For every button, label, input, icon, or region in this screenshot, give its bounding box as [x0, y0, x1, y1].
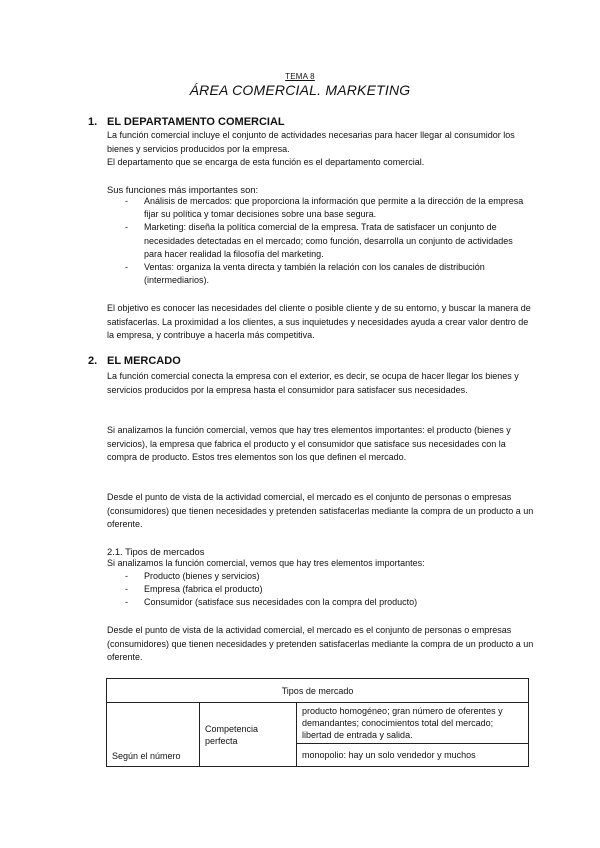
functions-list — [107, 195, 527, 287]
market-paragraph-4: Desde el punto de vista de la actividad comercial, el mercado es el conjunto de personas o empresas (consumidores) que tienen necesidades y pretenden satisfacerlas mediante la compra de un producto a un oferente. — [107, 625, 534, 662]
section-title: EL DEPARTAMENTO COMERCIAL — [107, 116, 285, 128]
functions-label: Sus funciones más importantes son: — [107, 184, 259, 195]
table-row-label: Según el número — [107, 703, 200, 767]
table-cell: producto homogéneo; gran número de oferentes y demandantes; conocimientos total del mercado; libertad de entrada y salida. — [297, 703, 529, 744]
market-paragraph-2: Si analizamos la función comercial, vemos que hay tres elementos importantes: el producto (bienes y servicios), la empresa que fabrica el producto y el consumidor que satisface sus necesidades con la compra de producto. Estos tres elementos son los que definen el mercado. — [107, 425, 511, 462]
section-number: 1. — [88, 116, 98, 128]
list-item: - Ventas: organiza la venta directa y también la relación con los canales de distribución (intermediarios). — [125, 262, 485, 286]
list-item: - Empresa (fabrica el producto) — [125, 584, 263, 595]
table-category: Competencia perfecta — [200, 703, 297, 767]
list-item: - Consumidor (satisface sus necesidades con la compra del producto) — [125, 597, 418, 608]
list-item: - Análisis de mercados: que proporciona la información que permite a la dirección de la empresa fijar su política y tomar decisiones sobre una base segura. — [125, 196, 524, 220]
document-title: ÁREA COMERCIAL. MARKETING — [189, 82, 411, 98]
subsection-intro: Si analizamos la función comercial, vemos que hay tres elementos importantes: — [107, 558, 425, 568]
elements-list — [107, 570, 527, 610]
section-1-intro-1: La función comercial incluye el conjunto de actividades necesarias para hacer llegar al consumidor los bienes y servicios producidos por la empresa. — [107, 130, 515, 154]
market-paragraph-3: Desde el punto de vista de la actividad comercial, el mercado es el conjunto de personas o empresas (consumidores) que tienen necesidades y pretenden satisfacerlas mediante la compra de un producto a un oferente. — [107, 492, 534, 529]
section-number: 2. — [88, 355, 98, 367]
list-item: - Producto (bienes y servicios) — [125, 571, 260, 581]
section-1-heading — [88, 116, 285, 128]
table-cell: monopolio: hay un solo vendedor y muchos — [297, 744, 529, 767]
objective-paragraph: El objetivo es conocer las necesidades del cliente o posible cliente y de su entorno, y buscar la manera de satisfacerlas. La proximidad a los clientes, a sus inquietudes y necesidades ayuda a crear valor dentro de la empresa, y contribuye a hacerla más competitiva. — [107, 303, 531, 340]
section-1-intro-2: El departamento que se encarga de esta función es el departamento comercial. — [107, 157, 425, 167]
section-2-heading — [88, 355, 181, 367]
market-paragraph-1: La función comercial conecta la empresa con el exterior, es decir, se ocupa de hacer llegar los bienes y servicios producidos por la empresa hasta el consumidor para satisfacer sus necesidades. — [107, 371, 519, 395]
list-item: - Marketing: diseña la política comercial de la empresa. Trata de satisfacer un conjunto de necesidades detectadas en el mercado; como función, desarrolla un conjunto de actividades para hacer realidad la filosofía del marketing. — [125, 222, 513, 259]
market-types-table — [106, 678, 529, 767]
section-title: EL MERCADO — [107, 355, 181, 367]
table-caption: Tipos de mercado — [107, 679, 529, 703]
topic-label: TEMA 8 — [285, 72, 315, 81]
subsection-title: 2.1. Tipos de mercados — [107, 546, 205, 557]
